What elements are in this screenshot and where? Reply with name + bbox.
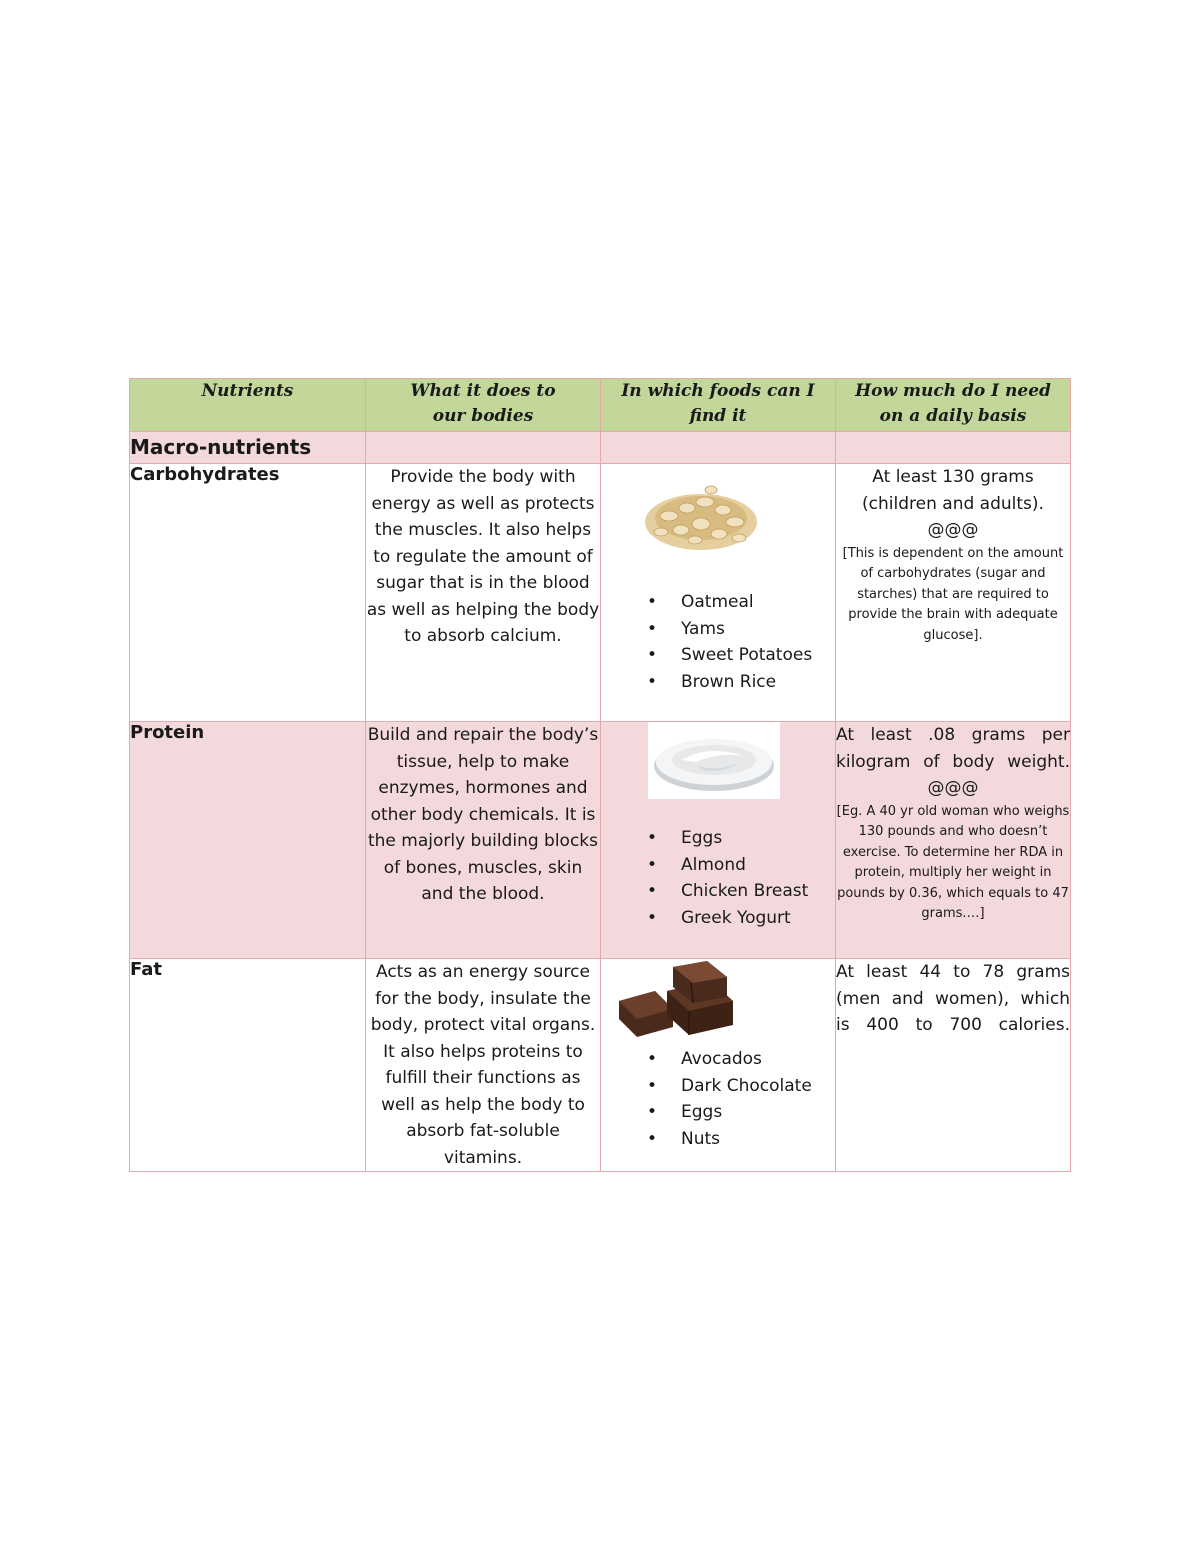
header-row <box>130 379 1071 432</box>
amount-text <box>836 722 1070 775</box>
amount-cell <box>836 722 1071 959</box>
list-item: • Avocados <box>647 1046 812 1073</box>
foods-cell <box>601 464 836 722</box>
foods-cell <box>601 959 836 1172</box>
nutrient-description: Build and repair the body’s tissue, help to make enzymes, hormones and other body chemicals. It is the majorly building blocks of bones, muscles, skin and the blood. <box>366 722 601 959</box>
amount-cell <box>836 959 1071 1172</box>
list-item: • Nuts <box>647 1126 812 1153</box>
list-item: • Eggs <box>647 1099 812 1126</box>
table-row <box>130 464 1071 722</box>
nutrient-description: Acts as an energy source for the body, insulate the body, protect vital organs. It also helps proteins to fulfill their functions as well as help the body to absorb fat-soluble vitamins. <box>366 959 601 1172</box>
foods-list <box>647 589 812 695</box>
empty-cell <box>366 432 601 464</box>
list-item: • Brown Rice <box>647 669 812 696</box>
nutrient-description: Provide the body with energy as well as protects the muscles. It also helps to regulate the amount of sugar that is in the blood as well as helping the body to absorb calcium. <box>366 464 601 722</box>
oatmeal-image <box>639 474 763 556</box>
header-foods: In which foods can I find it <box>601 379 836 432</box>
dark-chocolate-image <box>615 961 741 1043</box>
amount-text: At least 130 grams (children and adults). <box>862 467 1044 514</box>
section-title: Macro-nutrients <box>130 432 366 464</box>
list-item: • Greek Yogurt <box>647 905 808 932</box>
list-item: • Dark Chocolate <box>647 1073 812 1100</box>
nutrient-name: Protein <box>130 722 366 959</box>
amount-marker: @@@ <box>927 778 979 798</box>
header-what-it-does: What it does to our bodies <box>366 379 601 432</box>
list-item: • Almond <box>647 852 808 879</box>
amount-note: [This is dependent on the amount of carbohydrates (sugar and starches) that are required to provide the brain with adequate glucose]. <box>842 545 1064 643</box>
header-daily-amount: How much do I need on a daily basis <box>836 379 1071 432</box>
empty-cell <box>836 432 1071 464</box>
foods-list <box>647 1046 812 1152</box>
empty-cell <box>601 432 836 464</box>
list-item: • Oatmeal <box>647 589 812 616</box>
amount-text-value: At least 44 to 78 grams (men and women), which is 400 to 700 calories. <box>836 962 1070 1035</box>
table-row <box>130 722 1071 959</box>
header-nutrients: Nutrients <box>130 379 366 432</box>
foods-cell <box>601 722 836 959</box>
nutrient-table <box>129 378 1071 1172</box>
amount-cell <box>836 464 1071 722</box>
list-item: • Sweet Potatoes <box>647 642 812 669</box>
section-row <box>130 432 1071 464</box>
table-row <box>130 959 1071 1172</box>
amount-note: [Eg. A 40 yr old woman who weighs 130 pounds and who doesn’t exercise. To determine her RDA in protein, multiply her weight in pounds by 0.36, which equals to 47 grams.…] <box>836 803 1070 921</box>
amount-text-value: At least .08 grams per kilogram of body weight. <box>836 725 1070 772</box>
amount-text <box>836 959 1070 1039</box>
list-item: • Eggs <box>647 825 808 852</box>
nutrient-name: Fat <box>130 959 366 1172</box>
foods-list <box>647 825 808 931</box>
list-item: • Yams <box>647 616 812 643</box>
nutrient-name: Carbohydrates <box>130 464 366 722</box>
list-item: • Chicken Breast <box>647 878 808 905</box>
greek-yogurt-image <box>648 722 780 799</box>
amount-marker: @@@ <box>927 520 979 540</box>
